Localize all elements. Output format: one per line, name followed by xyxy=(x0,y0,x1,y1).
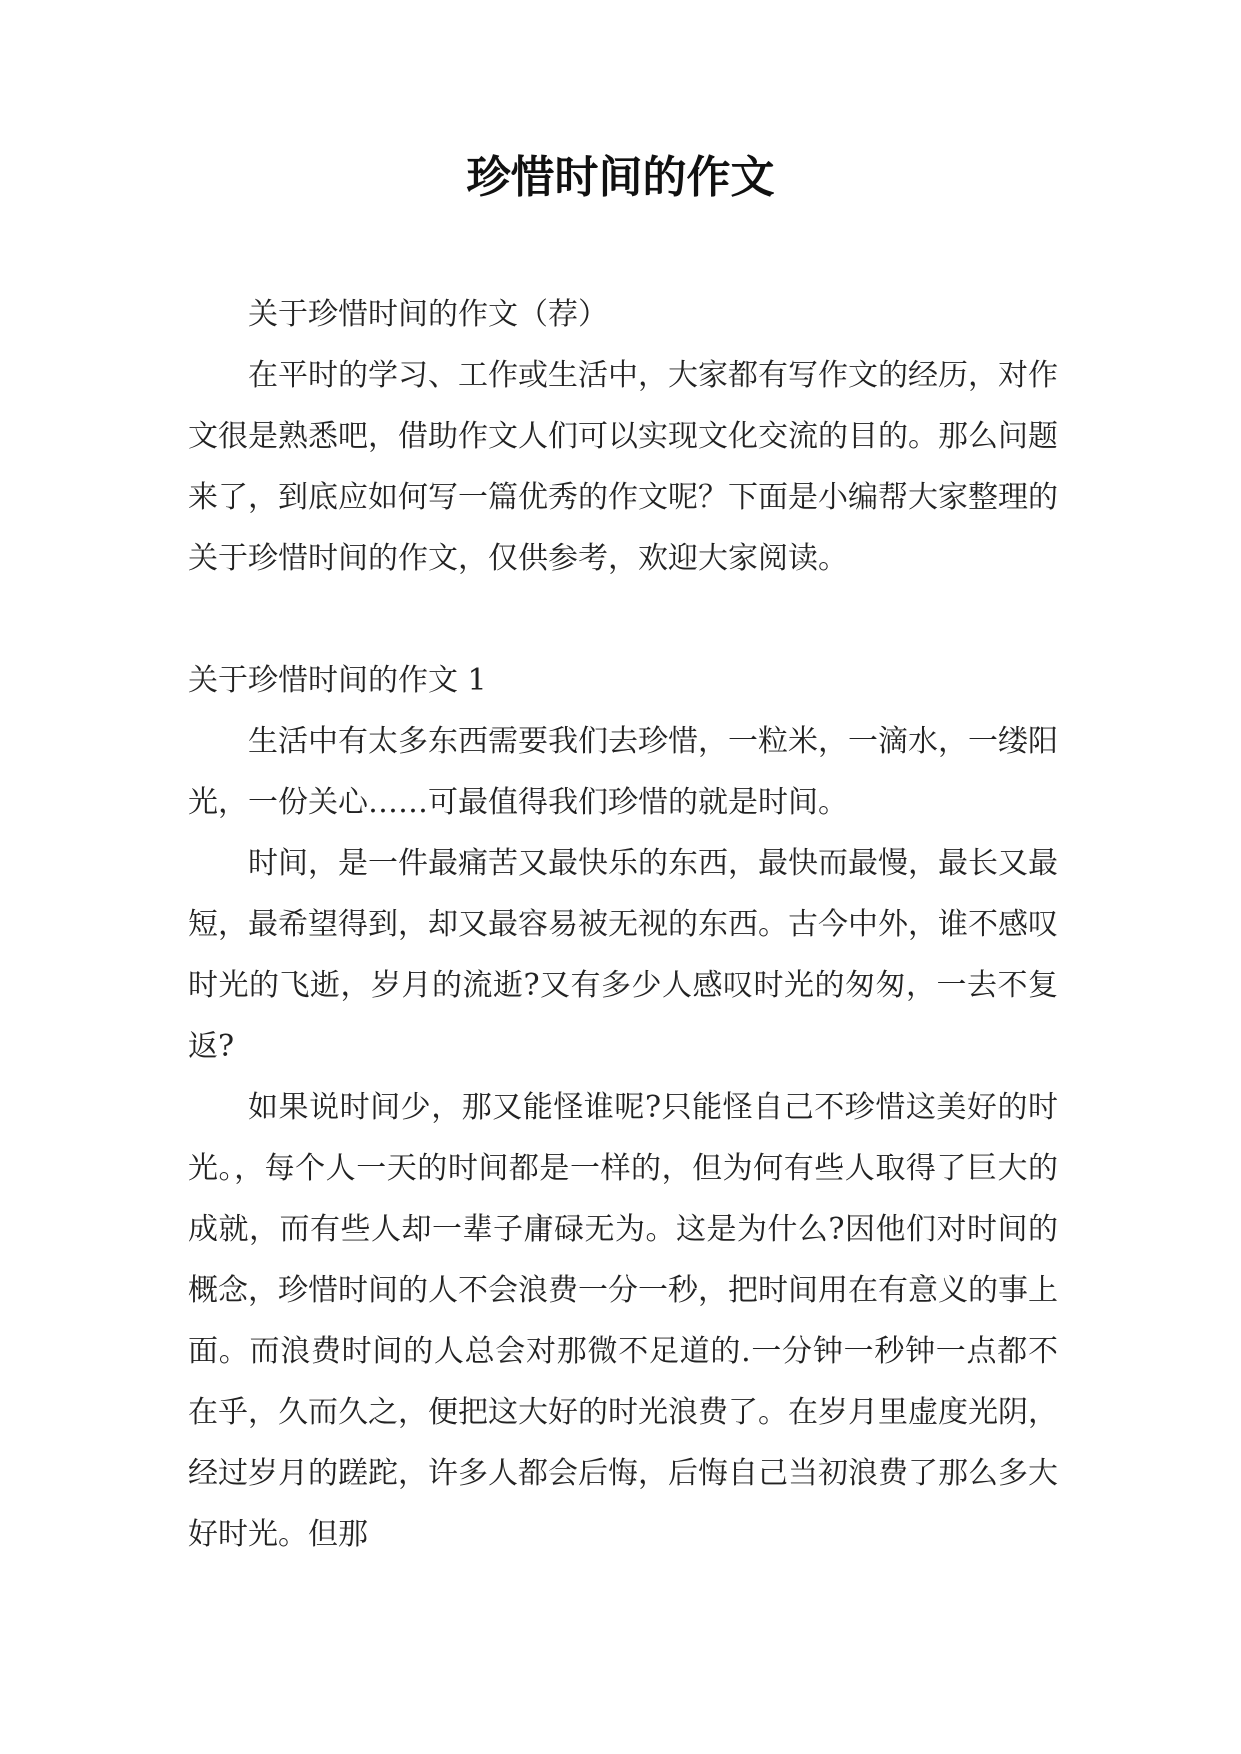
body-paragraph-3: 如果说时间少，那又能怪谁呢?只能怪自己不珍惜这美好的时光。，每个人一天的时间都是一样的，但为何有些人取得了巨大的成就，而有些人却一辈子庸碌无为。这是为什么?因他们对时间的概念，珍惜时间的人不会浪费一分一秒，把时间用在有意义的事上面。而浪费时间的人总会对那微不足道的.一分钟一秒钟一点都不在乎，久而久之，便把这大好的时光浪费了。在岁月里虚度光阴，经过岁月的蹉跎，许多人都会后悔，后悔自己当初浪费了那么多大好时光。但那 xyxy=(188,1090,1058,1552)
section-heading: 关于珍惜时间的作文 1 xyxy=(188,663,487,698)
body-paragraph-2: 时间，是一件最痛苦又最快乐的东西，最快而最慢，最长又最短，最希望得到，却又最容易被无视的东西。古今中外，谁不感叹时光的飞逝，岁月的流逝?又有多少人感叹时光的匆匆，一去不复返? xyxy=(188,846,1058,1064)
document-subtitle: 关于珍惜时间的作文（荐） xyxy=(248,297,608,332)
document-title: 珍惜时间的作文 xyxy=(466,152,775,203)
intro-paragraph: 在平时的学习、工作或生活中，大家都有写作文的经历，对作文很是熟悉吧，借助作文人们可以实现文化交流的目的。那么问题来了，到底应如何写一篇优秀的作文呢？下面是小编帮大家整理的关于珍惜时间的作文，仅供参考，欢迎大家阅读。 xyxy=(188,358,1058,576)
body-paragraph-1: 生活中有太多东西需要我们去珍惜，一粒米，一滴水，一缕阳光，一份关心……可最值得我们珍惜的就是时间。 xyxy=(188,724,1058,820)
document-body xyxy=(188,284,1058,1565)
